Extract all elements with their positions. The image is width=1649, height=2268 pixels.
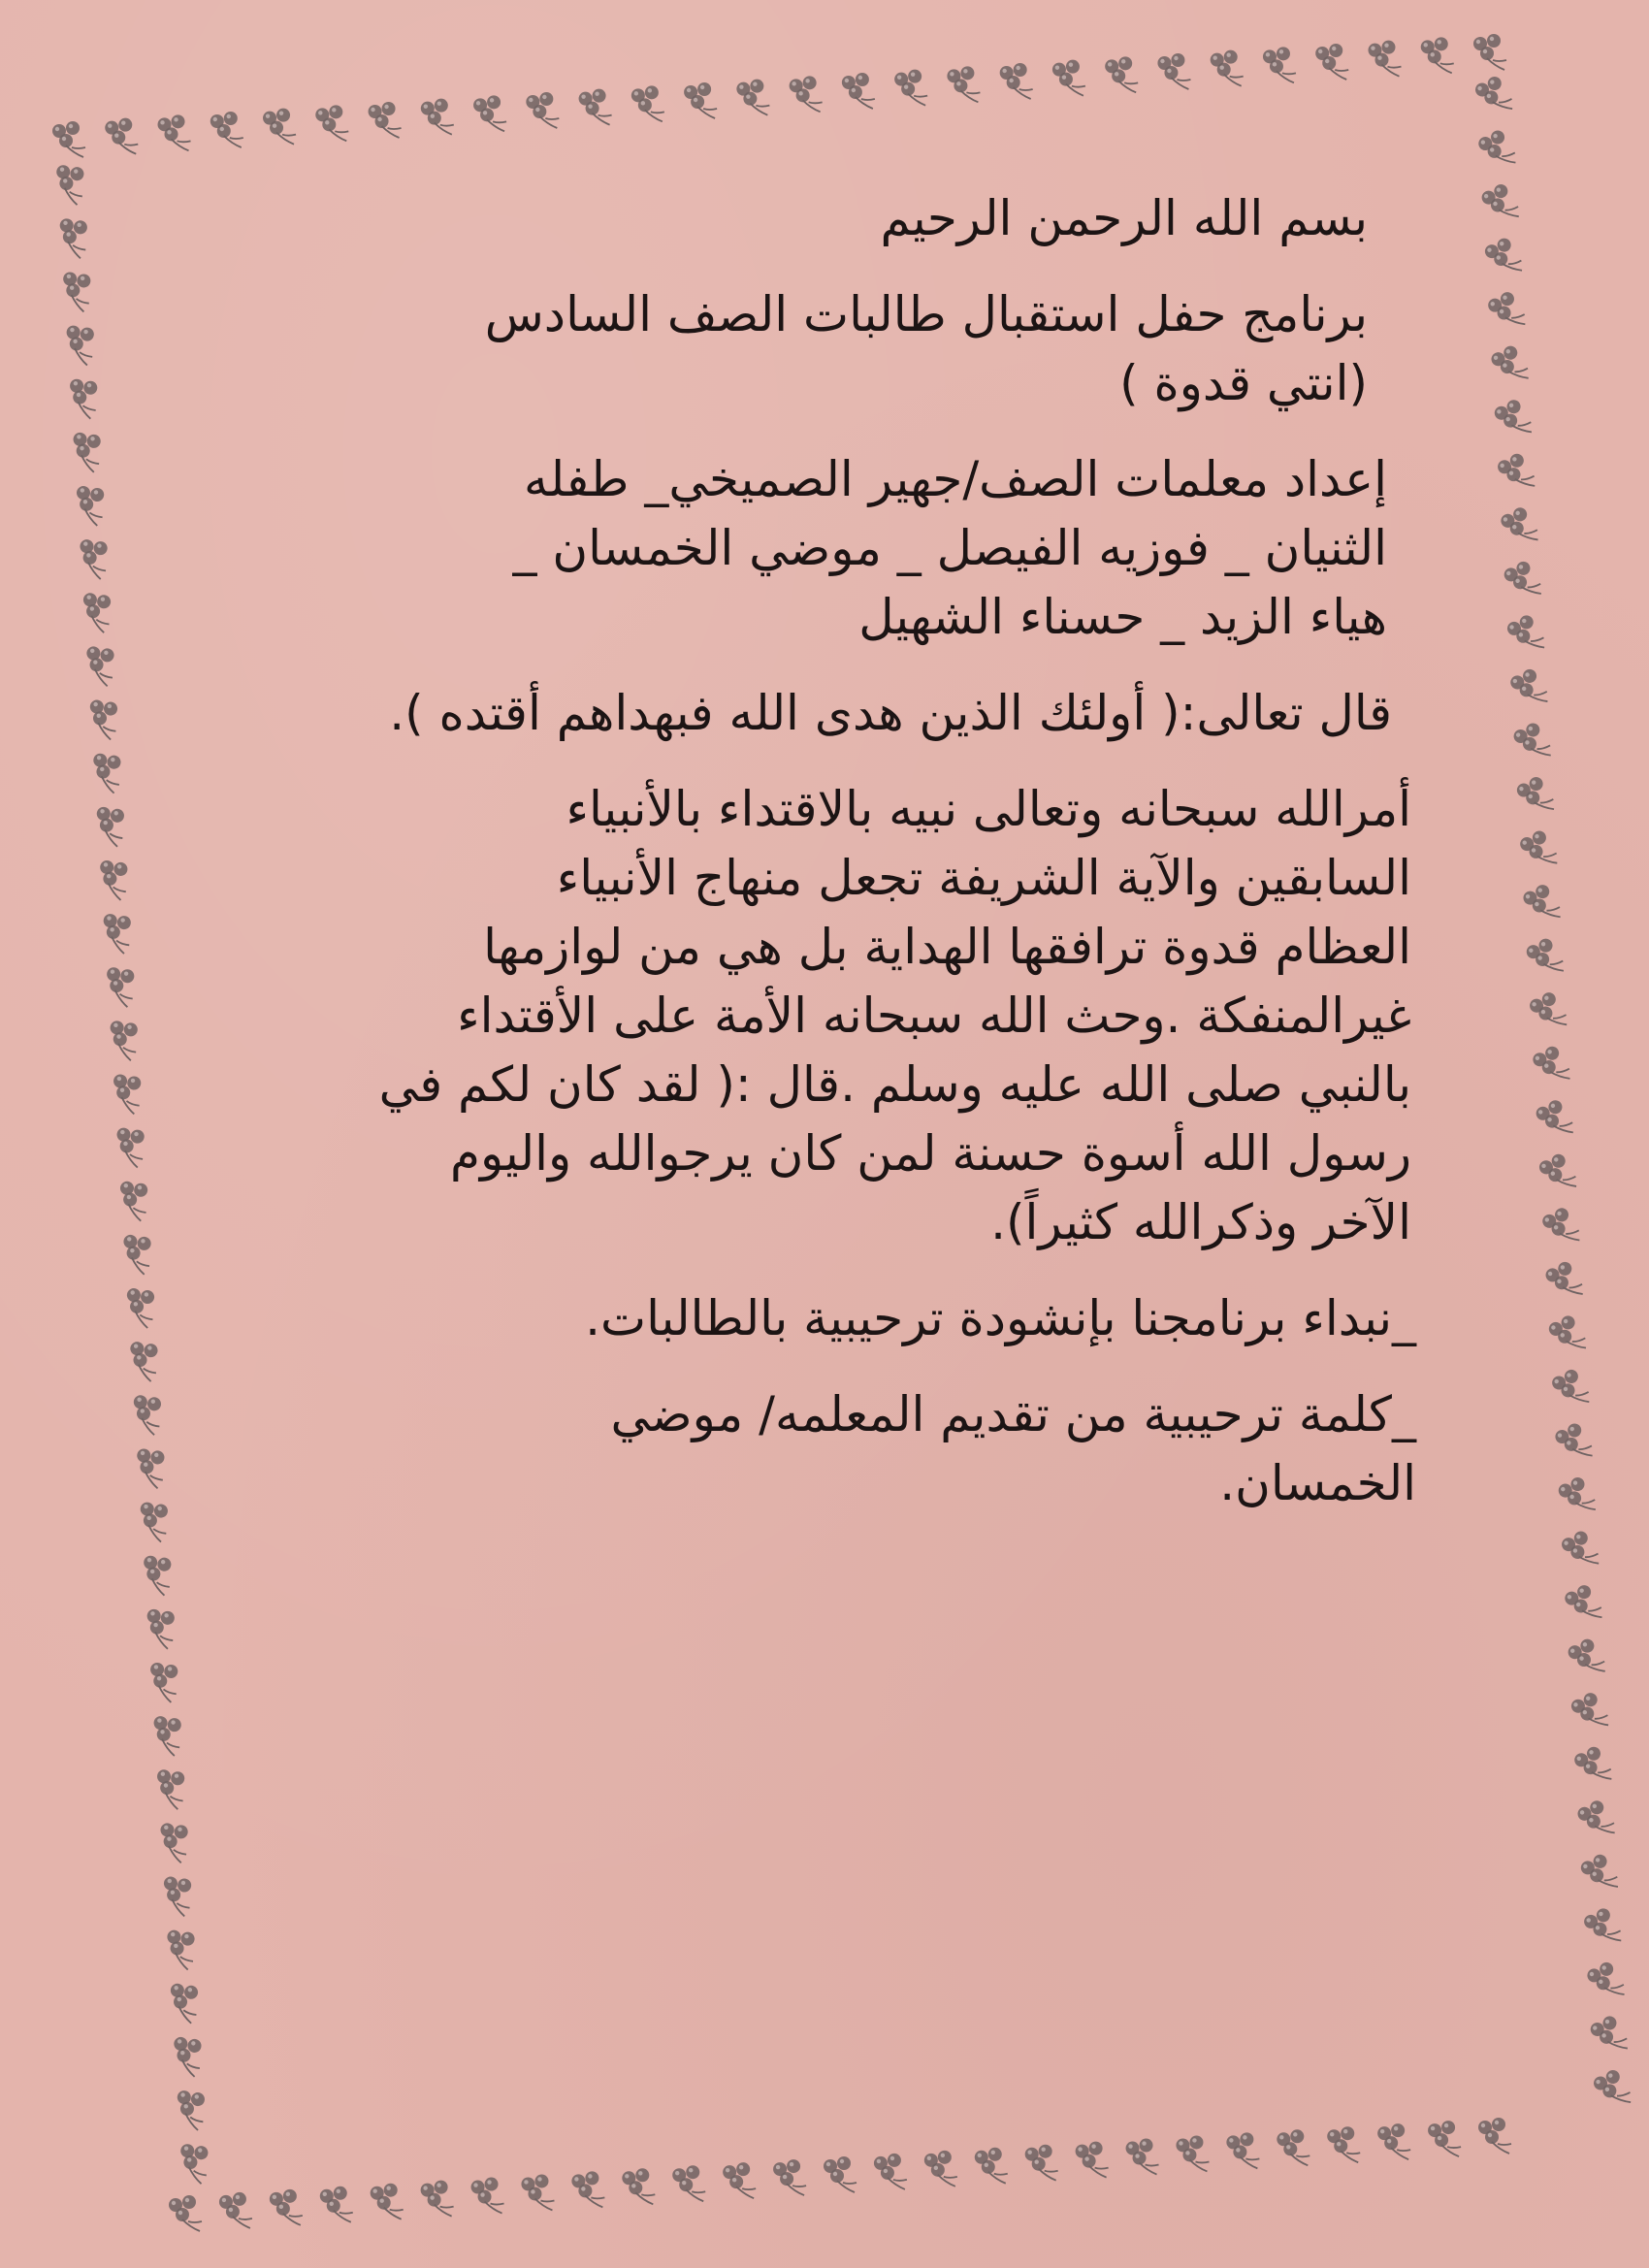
title-line: (انتي قدوة ) bbox=[1119, 355, 1368, 411]
intro-line: بالنبي صلى الله عليه وسلم .قال :( لقد كان لكم في bbox=[378, 1056, 1411, 1113]
agenda-list bbox=[291, 1284, 1436, 1518]
intro-line: رسول الله أسوة حسنة لمن كان يرجوالله واليوم bbox=[450, 1125, 1411, 1182]
verse-line: قال تعالى:( أولئك الذين هدى الله فبهداهم أقتده ). bbox=[389, 685, 1392, 741]
intro-line: أمرالله سبحانه وتعالى نبيه بالاقتداء بالأنبياء bbox=[566, 781, 1411, 837]
intro-line: الآخر وذكرالله كثيراً). bbox=[990, 1194, 1411, 1250]
document-body bbox=[291, 184, 1436, 1545]
intro-line: العظام قدوة ترافقها الهداية بل هي من لوازمها bbox=[483, 919, 1411, 975]
agenda-item-line: الخمسان. bbox=[1219, 1455, 1416, 1511]
prepared-by-line: إعداد معلمات الصف/جهير الصميخي_ طفله bbox=[524, 451, 1387, 507]
agenda-item bbox=[291, 1380, 1416, 1518]
agenda-item bbox=[291, 1284, 1416, 1353]
intro-paragraph bbox=[291, 775, 1436, 1257]
intro-line: غيرالمنفكة .وحث الله سبحانه الأمة على الأقتداء bbox=[457, 988, 1411, 1044]
prepared-by-line: الثنيان _ فوزيه الفيصل _ موضي الخمسان _ bbox=[512, 520, 1387, 576]
program-title bbox=[291, 280, 1436, 418]
prepared-by-line: هياء الزيد _ حسناء الشهيل bbox=[858, 589, 1387, 645]
basmala-line: بسم الله الرحمن الرحيم bbox=[880, 190, 1368, 246]
agenda-item-line: _نبداء برنامجنا بإنشودة ترحيبية بالطالبات. bbox=[585, 1290, 1416, 1346]
basmala-heading bbox=[291, 184, 1436, 253]
agenda-item-line: _كلمة ترحيبية من تقديم المعلمه/ موضي bbox=[610, 1386, 1416, 1442]
intro-line: السابقين والآية الشريفة تجعل منهاج الأنبياء bbox=[556, 850, 1411, 906]
title-line: برنامج حفل استقبال طالبات الصف السادس bbox=[484, 286, 1368, 342]
prepared-by-section bbox=[291, 445, 1436, 652]
quran-verse bbox=[291, 679, 1436, 748]
